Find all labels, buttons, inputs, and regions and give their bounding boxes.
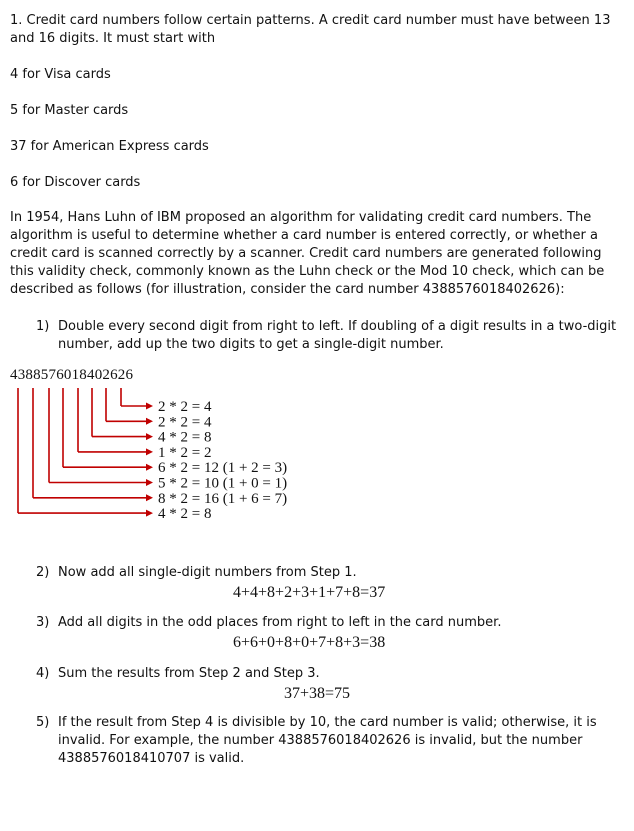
step-3-equation: 6+6+0+8+0+7+8+3=38 xyxy=(233,634,386,651)
prefix-discover: 6 for Discover cards xyxy=(10,175,141,190)
step-2-equation: 4+4+8+2+3+1+7+8=37 xyxy=(233,584,386,601)
card-number-label: 4388576018402626 xyxy=(10,367,134,383)
step-4-equation: 37+38=75 xyxy=(284,685,351,702)
doubling-result-3: 4 * 2 = 8 xyxy=(158,429,212,446)
step-1-number: 1) xyxy=(36,319,50,334)
intro-heading: 1. Credit card numbers follow certain patterns. A credit card number must have between 13 and 16 digits. It must start with xyxy=(10,13,611,46)
doubling-result-7: 8 * 2 = 16 (1 + 6 = 7) xyxy=(158,490,288,507)
doubling-result-4: 1 * 2 = 2 xyxy=(158,444,212,461)
step-1-text: Double every second digit from right to left. If doubling of a digit results in a two-digit number, add up the two digits to get a single-digit number. xyxy=(58,319,617,352)
doubling-result-1: 2 * 2 = 4 xyxy=(158,399,212,415)
doubling-result-8: 4 * 2 = 8 xyxy=(158,506,212,523)
doubling-result-2: 2 * 2 = 4 xyxy=(158,414,212,431)
step-2-text: Now add all single-digit numbers from Step 1. xyxy=(58,565,357,580)
arrow-head-5 xyxy=(146,464,153,471)
arrow-head-7 xyxy=(146,494,153,501)
arrow-head-8 xyxy=(146,510,153,517)
diagram-arrows xyxy=(18,388,153,517)
step-4-number: 4) xyxy=(36,666,50,681)
arrow-head-2 xyxy=(146,418,153,425)
arrow-head-1 xyxy=(146,403,153,410)
prefix-amex: 37 for American Express cards xyxy=(10,139,209,154)
doubling-result-6: 5 * 2 = 10 (1 + 0 = 1) xyxy=(158,475,288,492)
step-4-text: Sum the results from Step 2 and Step 3. xyxy=(58,666,320,681)
arrow-head-6 xyxy=(146,479,153,486)
luhn-intro-paragraph: In 1954, Hans Luhn of IBM proposed an algorithm for validating credit card numbers. The algorithm is useful to determine whether a card number is entered correctly, or whether a credit card is scanned correctly by a scanner. Credit card numbers are generated following this validity check, commonly known as the Luhn check or the Mod 10 check, which can be described as follows (for illustration, consider the card number 4388576018402626): xyxy=(10,210,605,297)
prefix-mastercard: 5 for Master cards xyxy=(10,103,129,118)
diagram-results xyxy=(158,399,287,522)
step-3-text: Add all digits in the odd places from right to left in the card number. xyxy=(58,615,502,630)
step-5-number: 5) xyxy=(36,715,50,730)
step-5-text: If the result from Step 4 is divisible by 10, the card number is valid; otherwise, it is invalid. For example, the number 4388576018402626 is invalid, but the number 4388576018410707 is valid. xyxy=(58,715,597,766)
arrow-head-3 xyxy=(146,433,153,440)
step-3-number: 3) xyxy=(36,615,50,630)
arrow-head-4 xyxy=(146,448,153,455)
doubling-result-5: 6 * 2 = 12 (1 + 2 = 3) xyxy=(158,460,288,477)
prefix-visa: 4 for Visa cards xyxy=(10,67,111,82)
step-2-number: 2) xyxy=(36,565,50,580)
